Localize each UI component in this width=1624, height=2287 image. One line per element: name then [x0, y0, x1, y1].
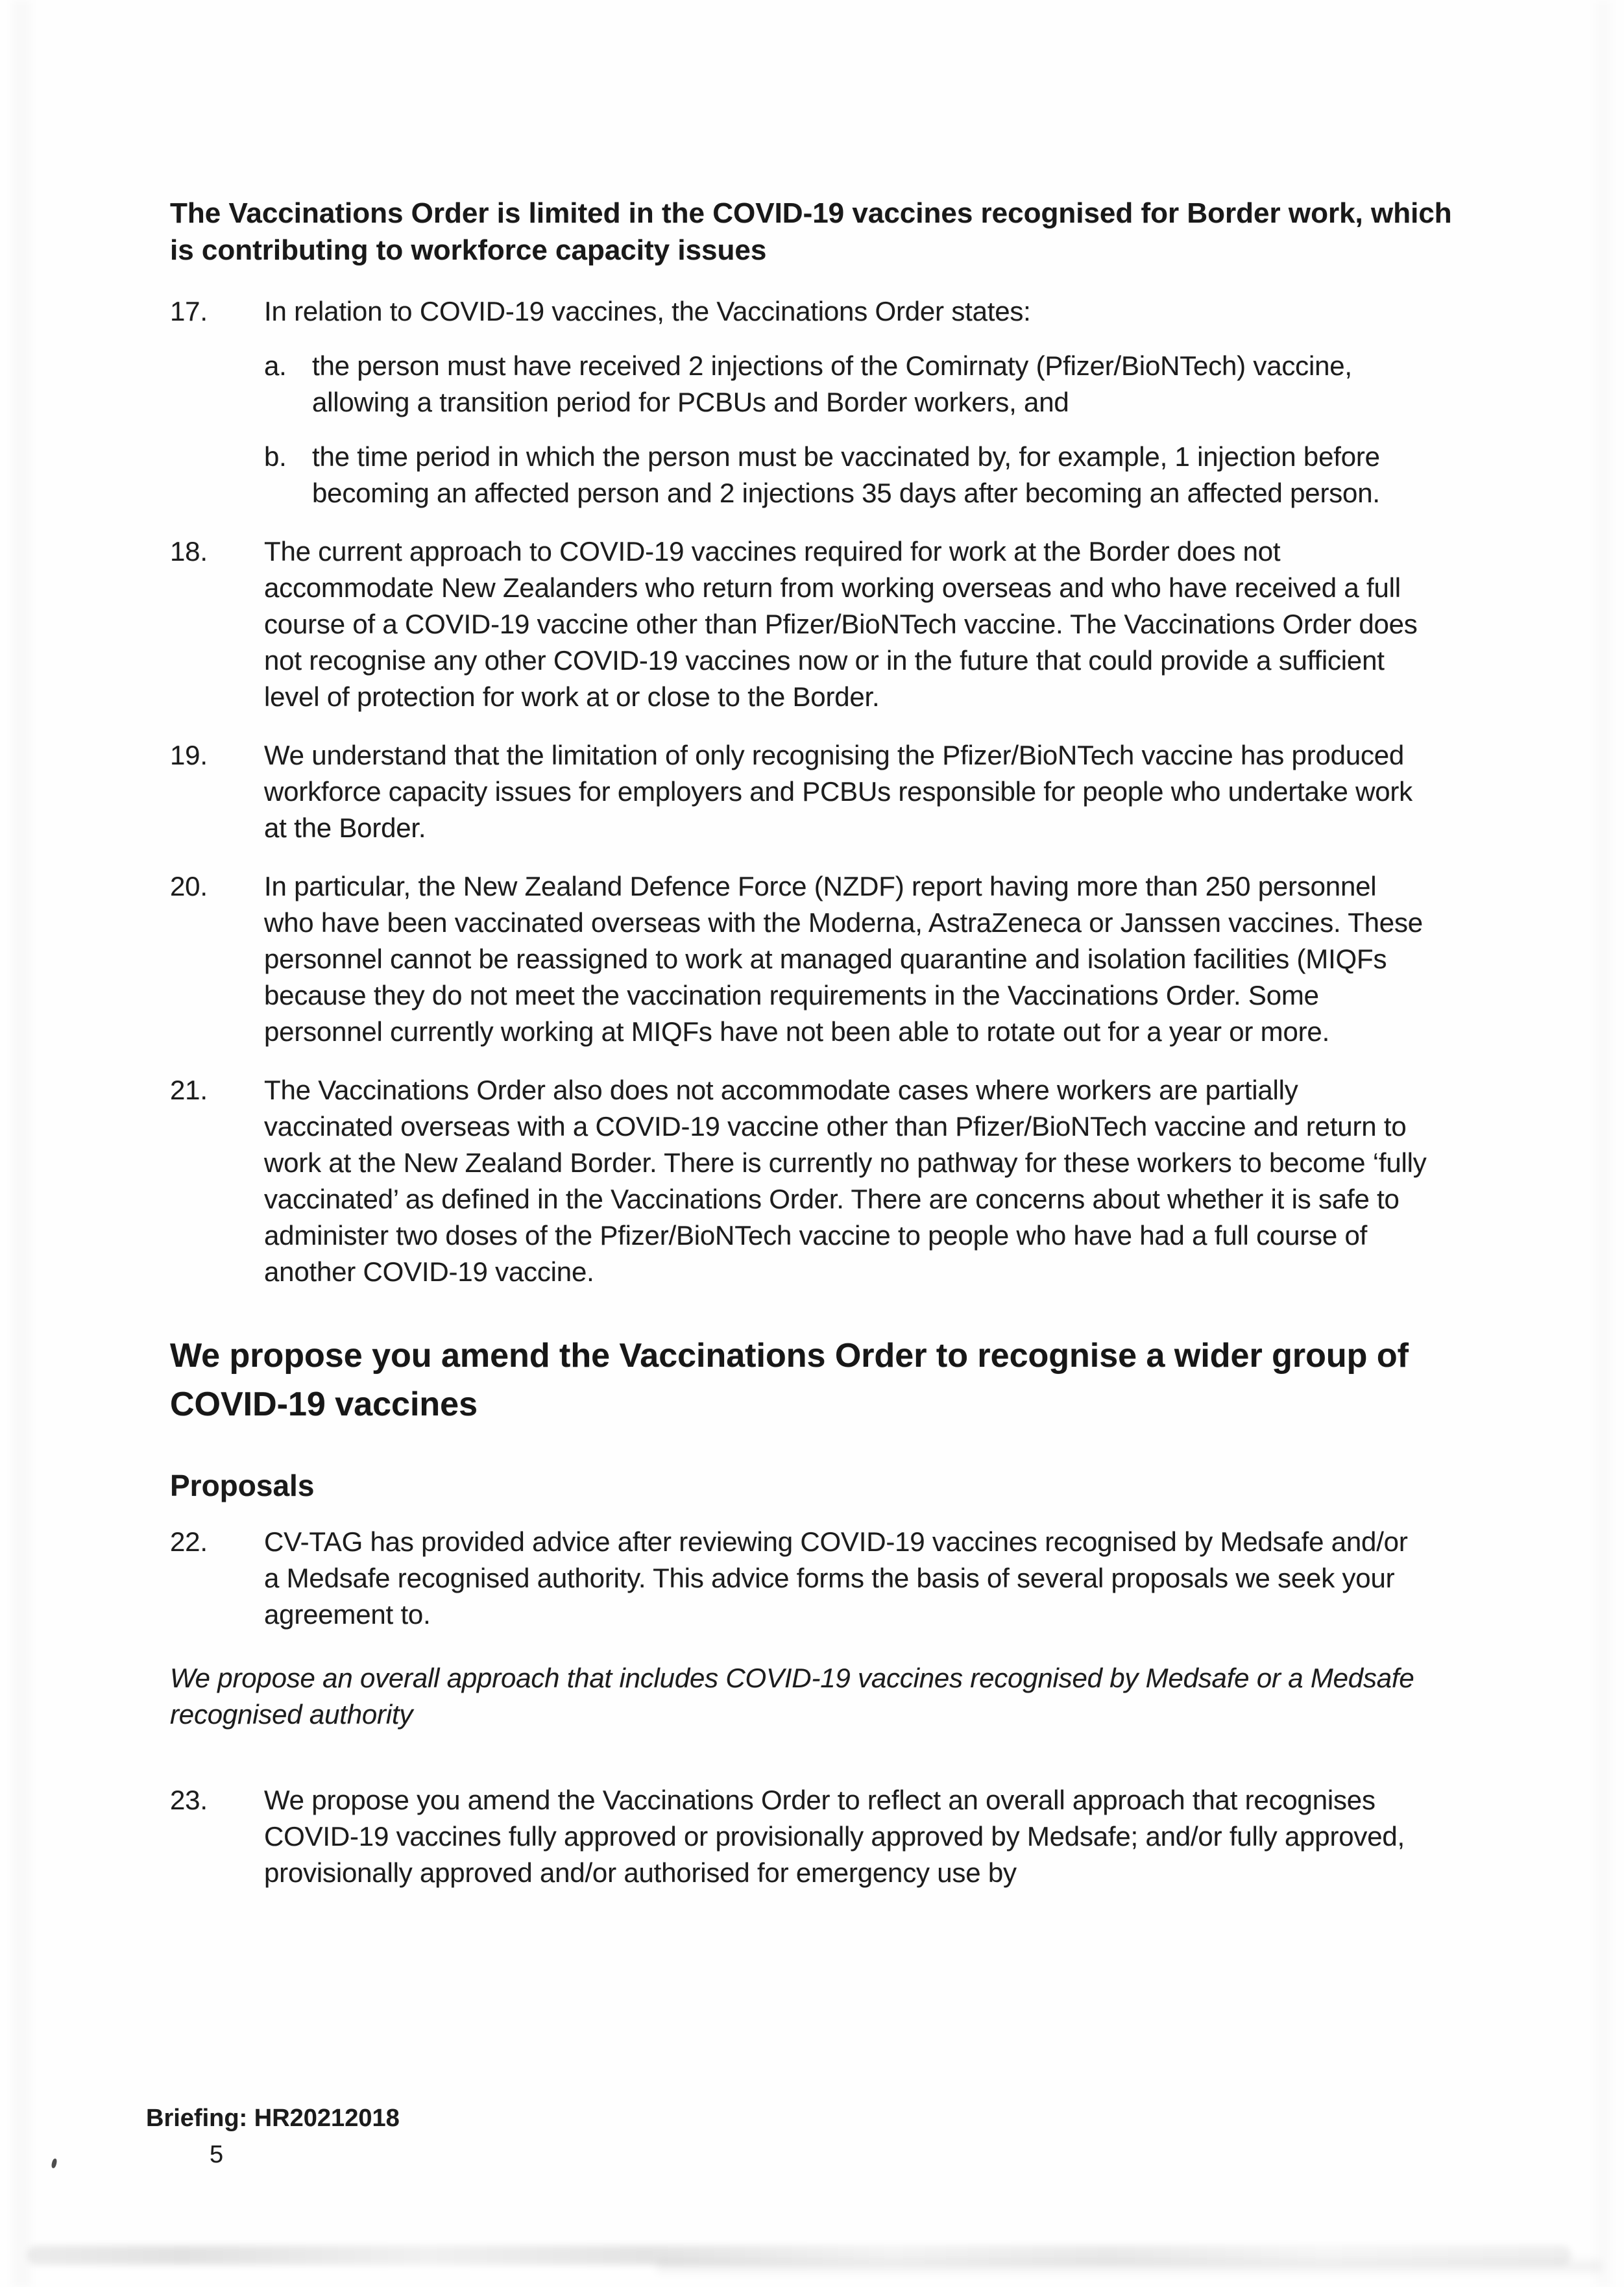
subitem-text: the time period in which the person must be vaccinated by, for example, 1 injection before becoming an affected person and 2 injections 35 days after becoming an affected person. — [312, 441, 1380, 508]
paragraph-body — [264, 533, 1466, 715]
scan-ink-speck — [51, 2158, 57, 2168]
section-heading: We propose you amend the Vaccinations Order to recognise a wider group of COVID-19 vaccines — [170, 1337, 1409, 1423]
paragraph-number: 20. — [170, 871, 208, 901]
paragraph-text: In particular, the New Zealand Defence Force (NZDF) report having more than 250 personnel who have been vaccinated overseas with the Moderna, AstraZeneca or Janssen vaccines. These personnel cannot be reassigned to work at managed quarantine and isolation facilities (MIQFs because they do not meet the vaccination requirements in the Vaccinations Order. Some personnel currently working at MIQFs have not been able to rotate out for a year or more. — [264, 871, 1423, 1047]
paragraph-22 — [170, 1524, 1466, 1633]
scan-edge-streak-right — [1595, 0, 1612, 2287]
paragraph-text: CV-TAG has provided advice after reviewing COVID-19 vaccines recognised by Medsafe and/or a Medsafe recognised authority. This advice forms the basis of several proposals we seek your agreement to. — [264, 1526, 1408, 1630]
paragraph-23 — [170, 1782, 1466, 1891]
briefing-reference: Briefing: HR20212018 — [146, 2105, 400, 2132]
scan-edge-streak-left — [12, 0, 31, 2287]
subitem-letter: b. — [264, 441, 287, 472]
paragraph-text: We understand that the limitation of only recognising the Pfizer/BioNTech vaccine has produced workforce capacity issues for employers and PCBUs responsible for people who undertake work at the Border. — [264, 740, 1412, 843]
scan-smudge-band-secondary — [655, 2260, 1603, 2273]
subitem-letter: a. — [264, 350, 287, 381]
paragraph-number: 17. — [170, 296, 208, 326]
page-footer — [146, 2103, 400, 2170]
paragraph-body — [264, 868, 1466, 1050]
paragraph-19 — [170, 737, 1466, 846]
paragraph-number: 23. — [170, 1785, 208, 1815]
subsection-heading-proposals: Proposals — [170, 1469, 315, 1502]
subitem-text: the person must have received 2 injections of the Comirnaty (Pfizer/BioNTech) vaccine, allowing a transition period for PCBUs and Border workers, and — [312, 350, 1352, 417]
paragraph-number: 19. — [170, 740, 208, 770]
paragraph-body — [264, 293, 1466, 511]
paragraph-body — [264, 1072, 1466, 1290]
paragraph-number: 21. — [170, 1075, 208, 1105]
subitem-a — [264, 348, 1427, 421]
paragraph-text: We propose you amend the Vaccinations Order to reflect an overall approach that recognises COVID-19 vaccines fully approved or provisionally approved by Medsafe; and/or fully approved, provisionally approved and/or authorised for emergency use by — [264, 1785, 1405, 1888]
paragraph-text: In relation to COVID-19 vaccines, the Vaccinations Order states: — [264, 296, 1031, 326]
paragraph-body — [264, 1524, 1466, 1633]
paragraph-number: 22. — [170, 1526, 208, 1557]
paragraph-20 — [170, 868, 1466, 1050]
page-number: 5 — [210, 2141, 224, 2168]
page-title: The Vaccinations Order is limited in the COVID-19 vaccines recognised for Border work, which is contributing to workforce capacity issues — [170, 197, 1452, 266]
paragraph-17 — [170, 293, 1466, 511]
paragraph-text: The current approach to COVID-19 vaccines required for work at the Border does not accommodate New Zealanders who return from working overseas and who have received a full course of a COVID-19 vaccine other than Pfizer/BioNTech vaccine. The Vaccinations Order does not recognise any other COVID-19 vaccines now or in the future that could provide a sufficient level of protection for work at or close to the Border. — [264, 536, 1418, 712]
paragraph-number: 18. — [170, 536, 208, 567]
paragraph-text: The Vaccinations Order also does not accommodate cases where workers are partially vaccinated overseas with a COVID-19 vaccine other than Pfizer/BioNTech vaccine and return to work at the New Zealand Border. There is currently no pathway for these workers to become ‘fully vaccinated’ as defined in the Vaccinations Order. There are concerns about whether it is safe to administer two doses of the Pfizer/BioNTech vaccine to people who have had a full course of another COVID-19 vaccine. — [264, 1075, 1427, 1287]
italic-proposal-note: We propose an overall approach that includes COVID-19 vaccines recognised by Medsafe or a Medsafe recognised authority — [170, 1663, 1414, 1730]
document-content — [170, 195, 1466, 1891]
paragraph-18 — [170, 533, 1466, 715]
paragraph-body — [264, 737, 1466, 846]
paragraph-21 — [170, 1072, 1466, 1290]
subitem-b — [264, 439, 1427, 511]
paragraph-body — [264, 1782, 1466, 1891]
